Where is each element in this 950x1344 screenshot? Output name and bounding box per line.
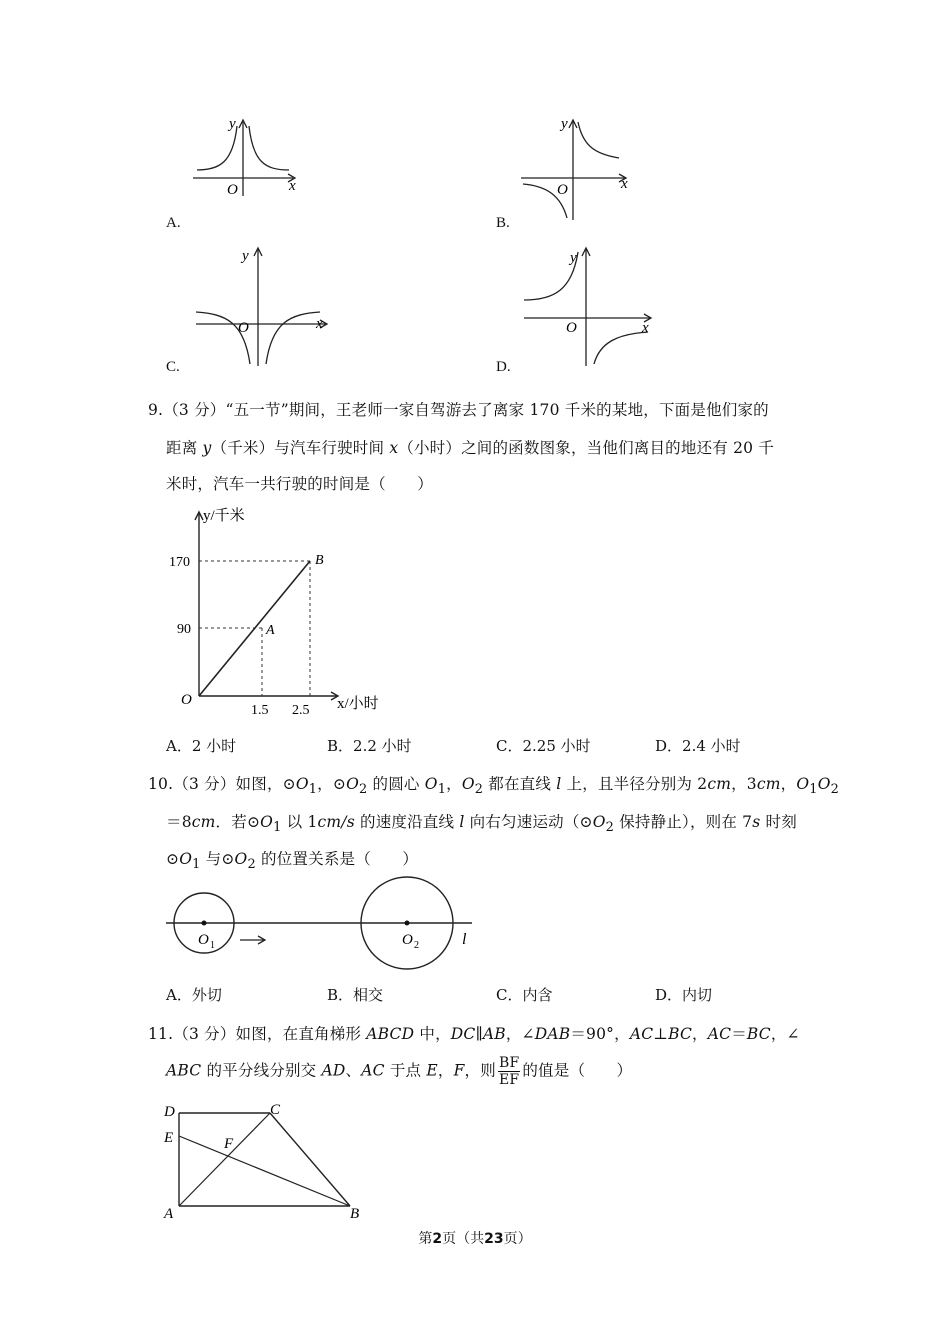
q10-o1-sub: 1 <box>210 940 215 951</box>
graph-c <box>190 242 340 367</box>
q11-label-b: B <box>350 1206 360 1222</box>
q11-side-cb <box>270 1113 350 1206</box>
graph-c-y-label: y <box>242 248 249 264</box>
graph-d <box>518 242 668 367</box>
q9-y-tick-170: 170 <box>169 555 190 570</box>
q9-y-tick-90: 90 <box>177 622 191 637</box>
q11-label-d: D <box>164 1104 175 1120</box>
option-a-label: A. <box>166 215 181 231</box>
q9-line2: 距离 y（千米）与汽车行驶时间 x（小时）之间的函数图象，当他们离目的地还有 20 千 <box>166 439 775 457</box>
graph-b-x-label: x <box>621 176 628 192</box>
page-number: 2 <box>432 1231 443 1247</box>
graph-b <box>515 112 635 222</box>
q9-function-line <box>199 561 310 696</box>
graph-a-x-label: x <box>289 178 296 194</box>
q9-option-c[interactable]: C．2.25 小时 <box>496 737 591 755</box>
q11-line1: 11.（3 分）如图，在直角梯形 ABCD 中，DC∥AB，∠DAB＝90°，AC⊥BC，AC＝BC，∠ <box>148 1025 800 1043</box>
graph-a-curve-right <box>249 126 289 170</box>
graph-a <box>185 112 305 202</box>
q10-l-label: l <box>462 931 467 948</box>
option-c-label: C. <box>166 359 180 375</box>
q10-line2: ＝8cm．若$⊙O_1$ 以 1cm/s 的速度沿直线 l 向右匀速运动（$⊙O_2$ 保持静止），则在 7s 时刻 <box>166 813 797 836</box>
graph-a-origin: O <box>227 182 238 198</box>
q10-o1-label: O <box>198 932 209 948</box>
q9-option-d[interactable]: D．2.4 小时 <box>655 737 741 755</box>
q9-option-b[interactable]: B．2.2 小时 <box>327 737 412 755</box>
q9-line1: 9.（3 分）“五一节”期间，王老师一家自驾游去了离家 170 千米的某地，下面是他们家的 <box>148 401 769 419</box>
graph-a-curve-left <box>197 126 237 170</box>
q9-option-a[interactable]: A．2 小时 <box>166 737 237 755</box>
q10-option-a[interactable]: A．外切 <box>166 986 222 1004</box>
q11-frac-den: EF <box>498 1072 520 1088</box>
q11-bisector-be <box>179 1136 350 1206</box>
q10-line3: $⊙O_1$ 与$⊙O_2$ 的位置关系是（ ） <box>166 850 419 873</box>
q11-figure <box>160 1098 380 1223</box>
graph-c-x-label: x <box>316 316 323 332</box>
q10-option-b[interactable]: B．相交 <box>327 986 384 1004</box>
q11-frac-num: BF <box>498 1055 520 1071</box>
graph-d-x-label: x <box>642 320 649 336</box>
graph-b-origin: O <box>557 182 568 198</box>
graph-c-origin: O <box>238 320 249 336</box>
q11-label-a: A <box>164 1206 174 1222</box>
q11-label-c: C <box>270 1102 281 1118</box>
q9-chart <box>165 500 395 720</box>
q9-x-tick-25: 2.5 <box>292 703 310 718</box>
graph-d-curve-right <box>594 332 648 364</box>
q9-point-a: A <box>266 623 275 638</box>
q11-label-e: E <box>164 1130 174 1146</box>
q9-x-tick-15: 1.5 <box>251 703 269 718</box>
q10-option-c[interactable]: C．内含 <box>496 986 553 1004</box>
graph-d-origin: O <box>566 320 577 336</box>
q11-diagonal-ac <box>179 1113 270 1206</box>
q9-origin: O <box>181 692 192 708</box>
q10-figure <box>160 872 480 977</box>
graph-c-curve-right <box>266 312 320 364</box>
total-pages: 23 <box>484 1231 504 1247</box>
q11-label-f: F <box>224 1136 234 1152</box>
q10-line1: 10.（3 分）如图，$⊙O_1$，$⊙O_2$ 的圆心 $O_1$，$O_2$ 都在直线 l 上，且半径分别为 2cm，3cm，$O_1O_2$ <box>148 775 840 798</box>
q9-y-label: y/千米 <box>203 508 245 524</box>
graph-a-y-label: y <box>229 116 236 132</box>
graph-d-y-label: y <box>570 250 577 266</box>
graph-b-y-label: y <box>561 116 568 132</box>
page-footer: 第2页（共23页） <box>418 1231 532 1247</box>
q9-point-b: B <box>315 553 324 568</box>
graph-b-curve-right <box>578 122 619 158</box>
q10-o2-sub: 2 <box>414 940 419 951</box>
option-d-label: D. <box>496 359 511 375</box>
q11-line2: ABC 的平分线分别交 AD、AC 于点 E，F，则 $\frac{BF}{EF}$ 的值是（ ） <box>166 1055 633 1088</box>
q11-fraction <box>498 1055 520 1088</box>
option-b-label: B. <box>496 215 510 231</box>
q9-line3: 米时，汽车一共行驶的时间是（ ） <box>166 475 433 493</box>
q10-option-d[interactable]: D．内切 <box>655 986 713 1004</box>
q10-o2-label: O <box>402 932 413 948</box>
q9-x-label: x/小时 <box>337 696 379 712</box>
